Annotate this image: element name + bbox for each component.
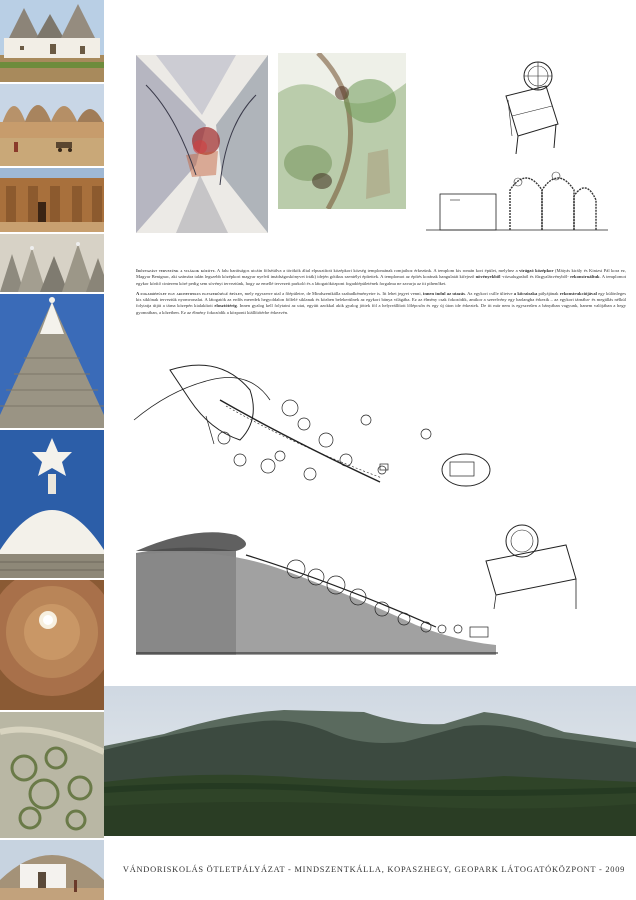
paragraph-reception: A fogadóépület egy archetipikus egyszerűségű épület, mely egyszerre utal a főépületre, de Mindszentkálla szabadkéményeire is. Itt lehet jegyet venni, innen indul az utazás. Az egykori csille ültetve a kőcsúszka pályájának rekonstrukciójával egy különleges kis siklónak terveztük nyomvonalat. A látogatók az erdős meredek hegyoldalon fölfelé siklanak és közben belekerülnek az egykori bánya világába. Ez az élmény csak fokozódik, amikor a szerelvény egy barlangba érkezik – az egykori tárnába- és megállás nélkül folytatja útját a tárna közepén kialakított elosztótérig. Innen gyalog kell folytatni az utat, egyútt azokkal akik gyalog jöttek föl a helyreállított lőlépcsőn és egy új úton ide érkeztek. De itt már nem is egyszerűen a bányában vagyunk, hanem valójában a hegy gyomrában, a kőzetben. Ez az élmény fokozódik a központi kiállítótérbe érkezvén. — [136, 290, 626, 315]
description-text — [136, 268, 626, 320]
photo-star-pinnacle — [0, 430, 104, 578]
photo-adobe-wall — [0, 168, 104, 232]
cart-line-drawing — [498, 56, 564, 156]
watercolor-sketch-2 — [278, 53, 406, 209]
photo-trulli-houses — [0, 0, 104, 82]
paragraph-church-lead: Időutazást tervezünk a világok között. — [136, 268, 216, 273]
church-ruin-elevation — [426, 160, 608, 238]
paragraph-church: Időutazást tervezünk a világok között. A falu barátságos utcáin fölsétálva a törökök által elpusztított középkori község templomának romjaihoz érkezünk. A templom kis román kori épület, melyhez a virágzó középkor (Mátyás király és Kinizsi Pál kora ez, Magyar Benignac, aki számára talán legszebb középkori magyar nyelvű imádságoskönyvet írták) idején gótikus szentélyt építettek. A templomot az építés korának hangulatát kifejező növényekből -rózsalugasból és fűzgyalásvényből- rekonstruáltuk. A templomot egykor körítő cinterem köré pedig sem sövényt terveztünk, hogy az emellé tervezett parkoló és a látogatóközpont fogadóépületének forgalma ne zavarja az itt pihenőket. — [136, 268, 627, 286]
hill-section-drawing — [136, 505, 582, 657]
paragraph-reception-lead: A fogadóépület egy archetipikus egyszerűségű épület, — [136, 290, 244, 296]
photo-strip — [0, 0, 104, 900]
site-plan-sketch — [130, 360, 500, 500]
photo-stone-roofs — [0, 234, 104, 292]
watercolor-sketch-1 — [136, 55, 268, 233]
photo-aerial-village — [0, 712, 104, 838]
landscape-photo — [104, 686, 636, 836]
photo-beehive-domes — [0, 84, 104, 166]
poster-footer: VÁNDORISKOLÁS ÖTLETPÁLYÁZAT - MINDSZENTKÁLLA, KOPASZHEGY, GEOPARK LÁTOGATÓKÖZPONT - 2009 — [122, 865, 626, 874]
photo-trullo-cone — [0, 294, 104, 428]
photo-dome-interior — [0, 580, 104, 710]
photo-whitewashed-house — [0, 840, 104, 900]
